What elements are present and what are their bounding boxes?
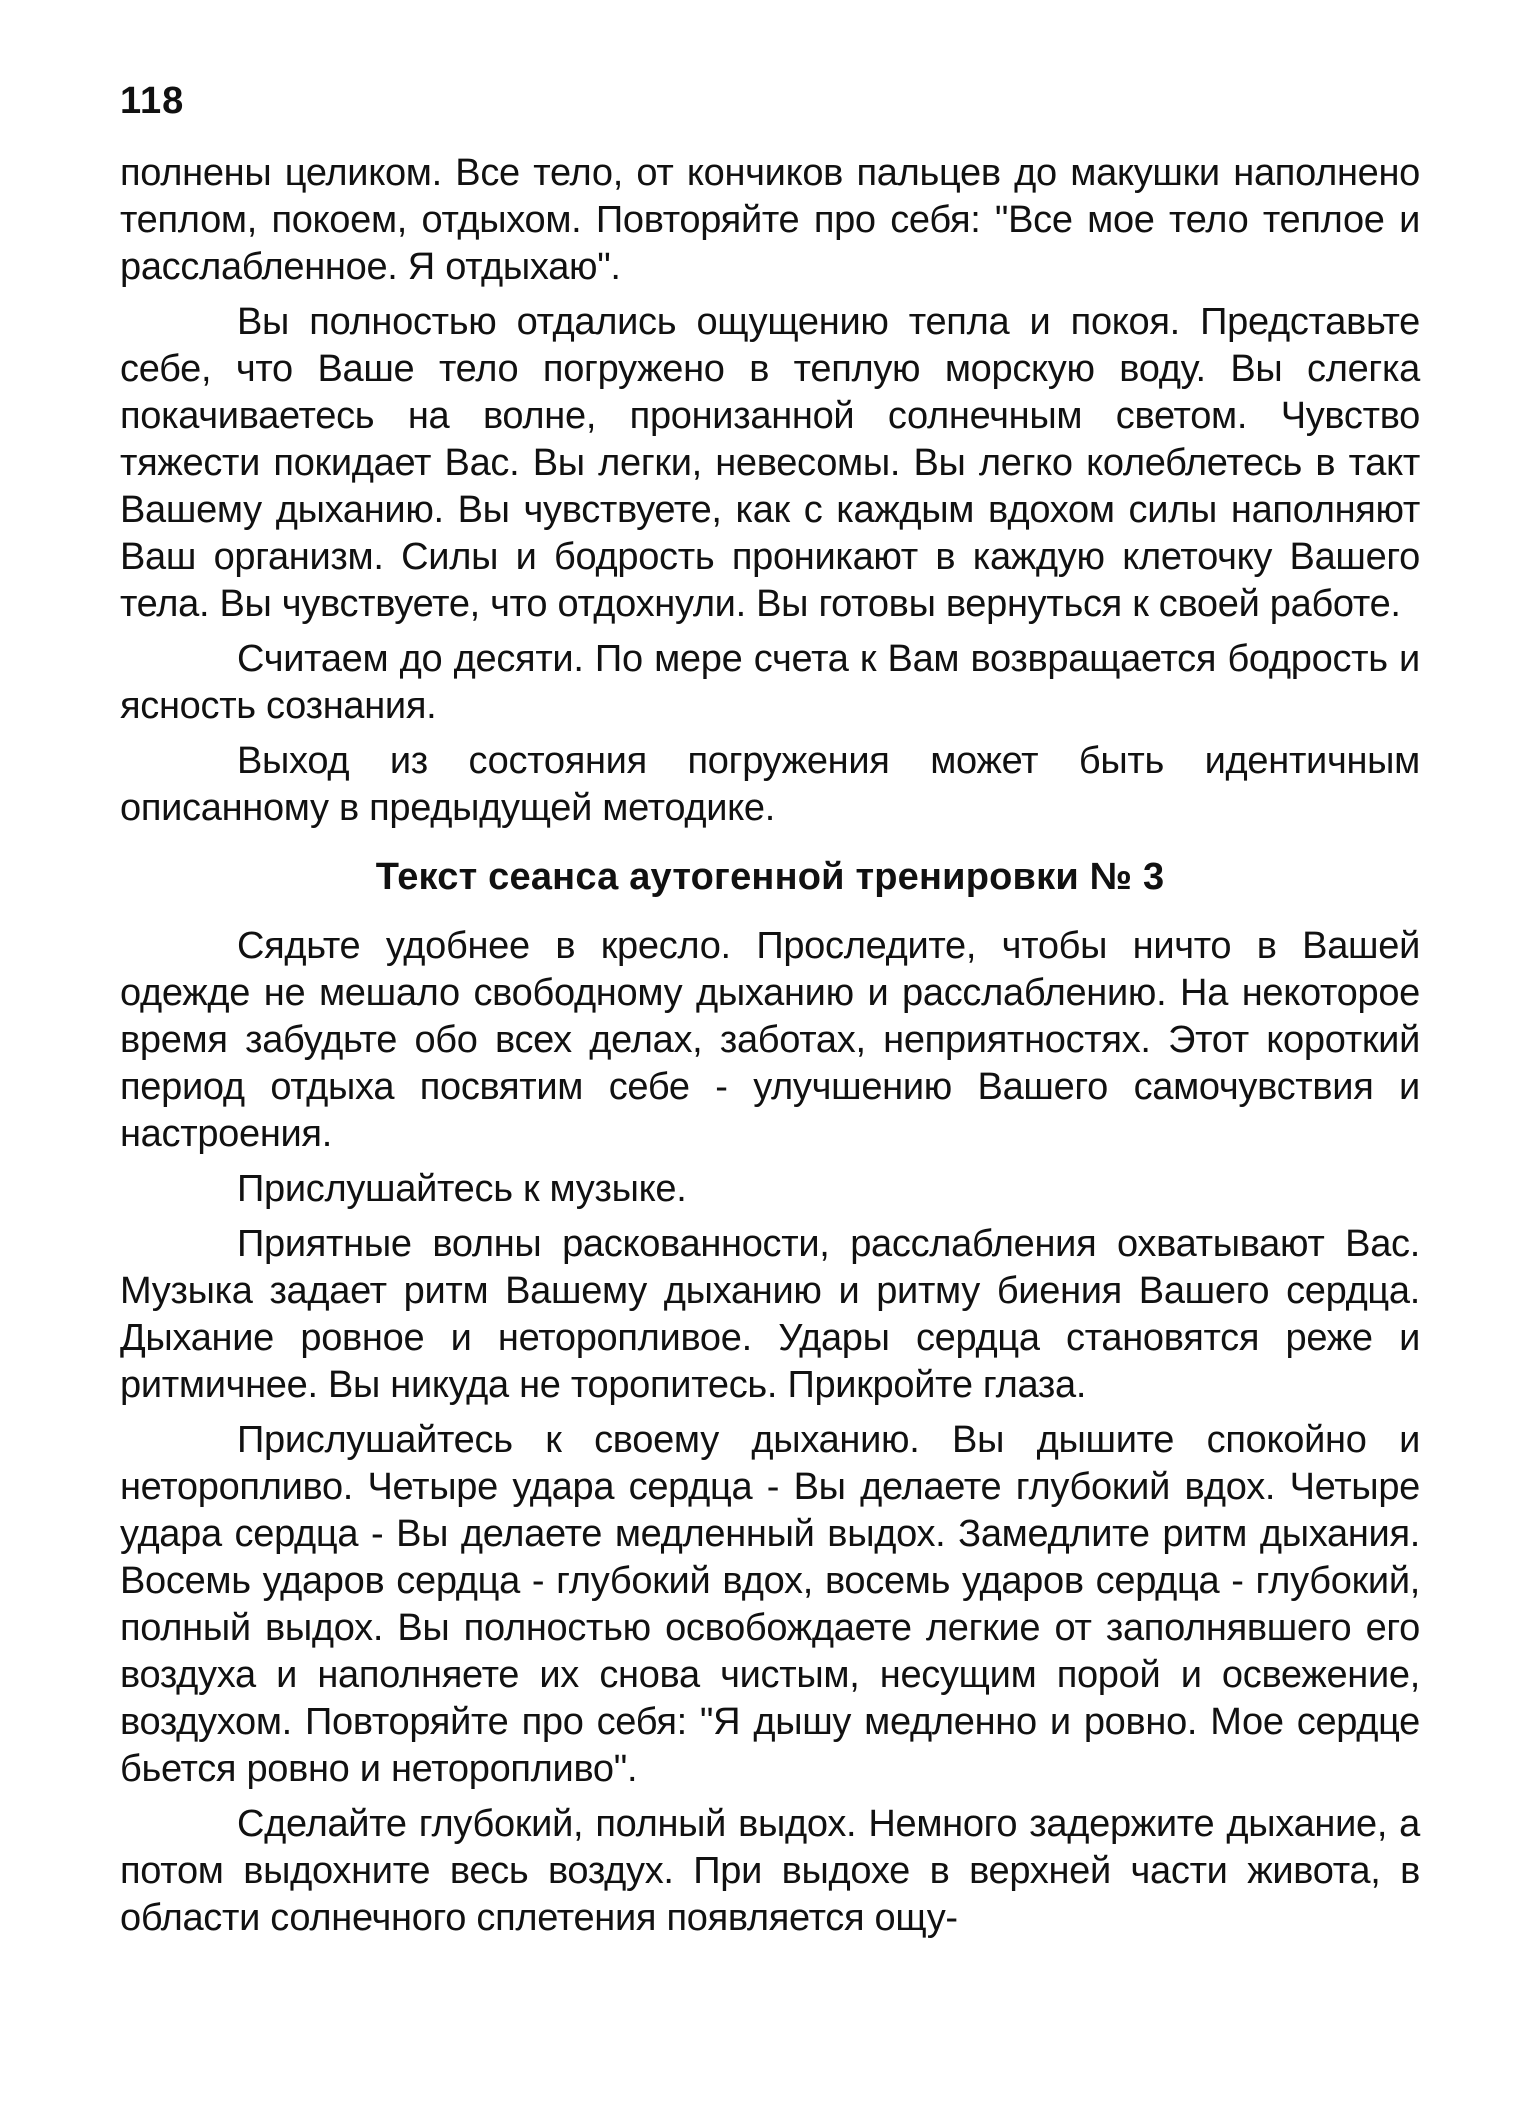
paragraph: Сделайте глубокий, полный выдох. Немного задержите дыхание, а потом выдохните весь воздух. При выдохе в верхней части живота, в области солнечного сплетения появляется ощу-: [120, 1803, 1420, 1939]
paragraph: Прислушайтесь к музыке.: [237, 1168, 687, 1210]
paragraph: Вы полностью отдались ощущению тепла и покоя. Представьте себе, что Ваше тело погружено в теплую морскую воду. Вы слегка покачиваетесь на волне, пронизанной солнечным светом. Чувство тяжести покидает Вас. Вы легки, невесомы. Вы легко колеблетесь в такт Вашему дыханию. Вы чувствуете, как с каждым вдохом силы наполняют Ваш организм. Силы и бодрость проникают в каждую клеточку Вашего тела. Вы чувствуете, что отдохнули. Вы готовы вернуться к своей работе.: [120, 301, 1420, 625]
paragraph: Выход из состояния погружения может быть идентичным описанному в предыдущей методике.: [120, 740, 1420, 829]
paragraph: Прислушайтесь к своему дыханию. Вы дышите спокойно и неторопливо. Четыре удара сердца - Вы делаете глубокий вдох. Четыре удара сердца - Вы делаете медленный выдох. Замедлите ритм дыхания. Восемь ударов сердца - глубокий вдох, восемь ударов сердца - глубокий, полный выдох. Вы полностью освобождаете легкие от заполнявшего его воздуха и наполняете их снова чистым, несущим порой и освежение, воздухом. Повторяйте про себя: "Я дышу медленно и ровно. Мое сердце бьется ровно и неторопливо".: [120, 1419, 1420, 1790]
paragraph: Считаем до десяти. По мере счета к Вам возвращается бодрость и ясность сознания.: [120, 638, 1420, 727]
page-number: 118: [120, 80, 185, 122]
book-page: [120, 78, 1420, 1950]
paragraph: Приятные волны раскованности, расслабления охватывают Вас. Музыка задает ритм Вашему дыханию и ритму биения Вашего сердца. Дыхание ровное и неторопливое. Удары сердца становятся реже и ритмичнее. Вы никуда не торопитесь. Прикройте глаза.: [120, 1223, 1420, 1406]
paragraph-continuation: полнены целиком. Все тело, от кончиков пальцев до макушки наполнено теплом, покоем, отдыхом. Повторяйте про себя: "Все мое тело теплое и расслабленное. Я отдыхаю".: [120, 152, 1420, 288]
paragraph: Сядьте удобнее в кресло. Проследите, чтобы ничто в Вашей одежде не мешало свободному дыханию и расслаблению. На некоторое время забудьте обо всех делах, заботах, неприятностях. Этот короткий период отдыха посвятим себе - улучшению Вашего самочувствия и настроения.: [120, 925, 1420, 1155]
section-heading: Текст сеанса аутогенной тренировки № 3: [375, 856, 1165, 898]
